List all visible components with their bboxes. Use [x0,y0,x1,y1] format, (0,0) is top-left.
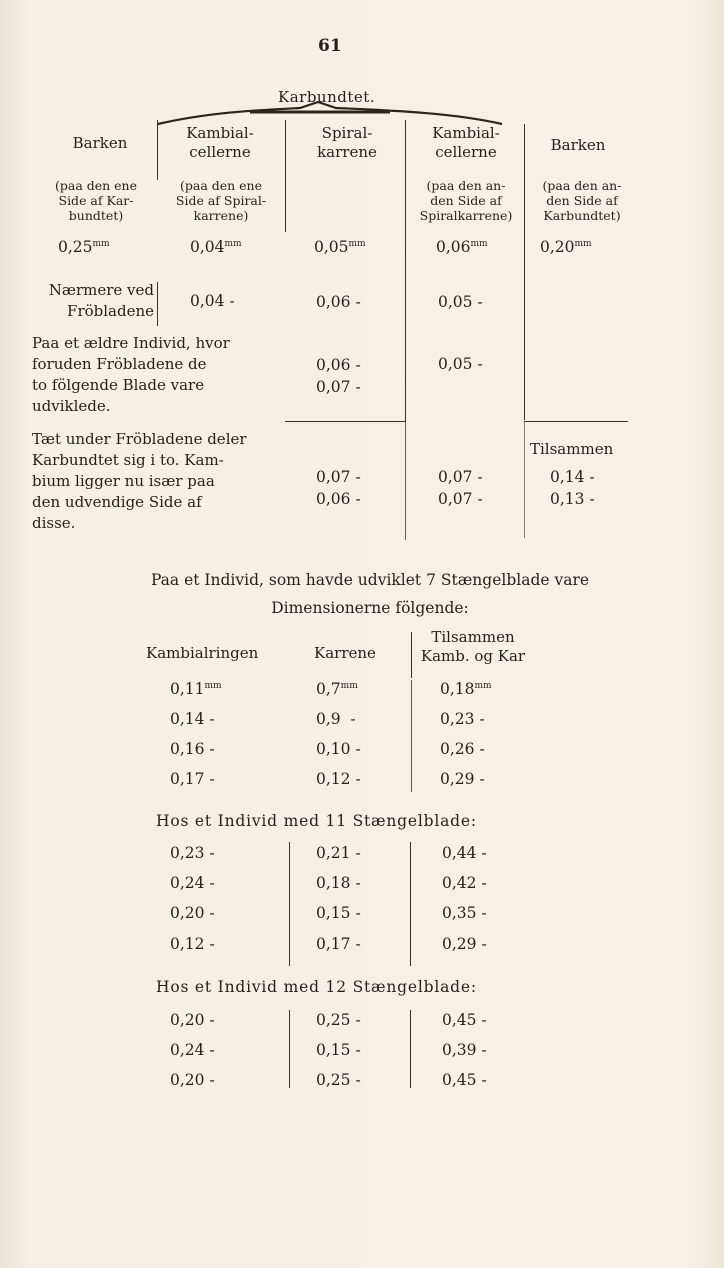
r4-tilsammen-label: Tilsammen [530,440,614,458]
subheader-barken-right: (paa den an- den Side af Karbundtet) [542,178,622,223]
t2-header-kambialringen: Kambialringen [146,644,259,662]
r2-kambial-left: 0,04 - [190,292,235,310]
t2-header-karrene: Karrene [314,644,376,662]
subheader-kambial-left: (paa den ene Side af Spiral- karrene) [175,178,267,223]
t2-r3-karrene: 0,10 - [316,740,361,758]
r3-label: Paa et ældre Individ, hvor foruden Fröbladene de to fölgende Blade vare udviklede. [32,334,230,415]
t2-r4-kambial: 0,17 - [170,770,215,788]
subheader-kambial-right: (paa den an- den Side af Spiralkarrene) [419,178,513,223]
t4-r2-c1: 0,24 - [170,1041,215,1059]
r4-label: Tæt under Fröbladene deler Karbundtet sig i to. Kam- bium ligger nu især paa den udvendige Side af disse. [32,430,247,532]
t4-r1-c3: 0,45 - [442,1011,487,1029]
subheader-barken-left: (paa den ene Side af Kar- bundtet) [54,178,138,223]
header-barken-left: Barken [72,134,128,152]
t3-r4-c3: 0,29 - [442,935,487,953]
r3-spiralkarrene: 0,06 - 0,07 - [316,356,361,396]
t2-r1-tilsammen: $0,18^{mm}$ [440,680,492,698]
t4-r1-c2: 0,25 - [316,1011,361,1029]
t2-r3-kambial: 0,16 - [170,740,215,758]
t4-r3-c3: 0,45 - [442,1071,487,1089]
r1-kambial-right: $0,06^{mm}$ [436,238,488,256]
r4-kambial-right: 0,07 - 0,07 - [438,468,483,508]
section-title: Karbundtet. [278,88,376,106]
t4-r3-c2: 0,25 - [316,1071,361,1089]
t3-r1-c2: 0,21 - [316,844,361,862]
intro-paragraph: Paa et Individ, som havde udviklet 7 Stængelblade vare Dimensionerne fölgende: [150,571,590,617]
t3-r2-c3: 0,42 - [442,874,487,892]
header-kambial-right: Kambial- cellerne [432,124,500,161]
t3-r2-c2: 0,18 - [316,874,361,892]
r1-spiralkarrene: $0,05^{mm}$ [314,238,366,256]
r4-spiralkarrene: 0,07 - 0,06 - [316,468,361,508]
t3-r3-c1: 0,20 - [170,904,215,922]
r2-spiralkarrene: 0,06 - [316,293,361,311]
t2-r2-karrene: 0,9 - [316,710,356,728]
t2-r2-kambial: 0,14 - [170,710,215,728]
t3-r3-c3: 0,35 - [442,904,487,922]
t3-r4-c2: 0,17 - [316,935,361,953]
t4-r3-c1: 0,20 - [170,1071,215,1089]
t2-r2-tilsammen: 0,23 - [440,710,485,728]
t4-r1-c1: 0,20 - [170,1011,215,1029]
t2-r4-tilsammen: 0,29 - [440,770,485,788]
r1-kambial-left: $0,04^{mm}$ [190,238,242,256]
r2-kambial-right: 0,05 - [438,293,483,311]
r2-label: Nærmere ved Fröbladene [48,281,154,320]
page-number: 61 [318,36,342,56]
section2-title: Hos et Individ med 11 Stængelblade: [156,812,477,830]
t2-r1-kambial: $0,11^{mm}$ [170,680,222,698]
t2-r3-tilsammen: 0,26 - [440,740,485,758]
r4-tilsammen-values: 0,14 - 0,13 - [550,468,595,508]
section3-title: Hos et Individ med 12 Stængelblade: [156,978,477,996]
t4-r2-c3: 0,39 - [442,1041,487,1059]
header-spiralkarrene: Spiral- karrene [317,124,377,161]
header-barken-right: Barken [550,136,606,154]
t2-r4-karrene: 0,12 - [316,770,361,788]
t3-r1-c3: 0,44 - [442,844,487,862]
t2-r1-karrene: $0,7^{mm}$ [316,680,358,698]
t3-r4-c1: 0,12 - [170,935,215,953]
t4-r2-c2: 0,15 - [316,1041,361,1059]
t3-r1-c1: 0,23 - [170,844,215,862]
header-kambial-left: Kambial- cellerne [186,124,254,161]
t2-header-tilsammen: Tilsammen Kamb. og Kar [420,628,526,665]
r3-kambial-right: 0,05 - [438,355,483,373]
r1-barken-right: $0,20^{mm}$ [540,238,592,256]
r1-barken: $0,25^{mm}$ [58,238,110,256]
t3-r2-c1: 0,24 - [170,874,215,892]
t3-r3-c2: 0,15 - [316,904,361,922]
